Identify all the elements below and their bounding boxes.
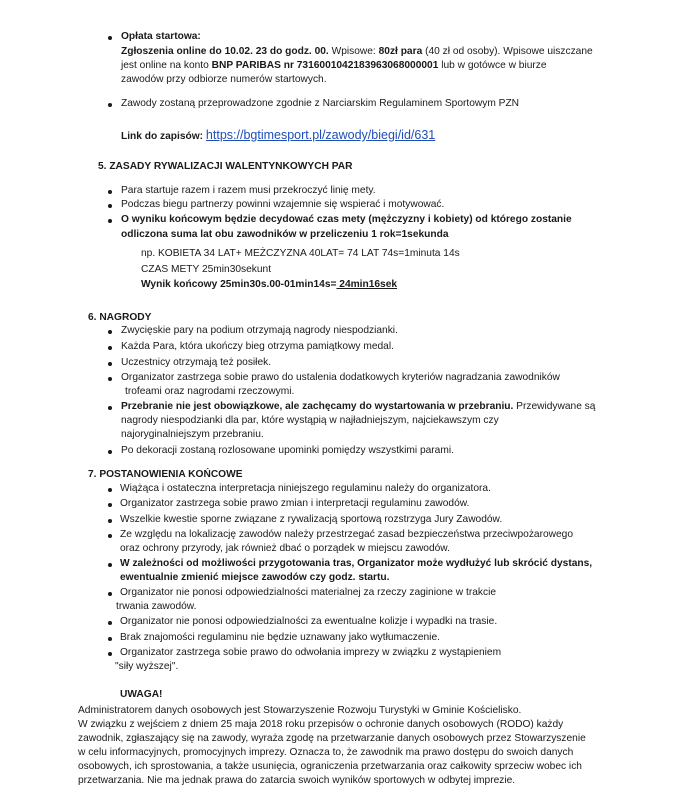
section-5-example: np. KOBIETA 34 LAT+ MEŻCZYZNA 40LAT= 74 LAT 74s=1minuta 14s xyxy=(141,248,460,259)
bullet-icon xyxy=(108,592,112,596)
notice-line: przetwarzania. Nie ma jednak prawa do zatarcia swoich wyników sportowych w odbytej imprezie. xyxy=(78,775,516,786)
bullet-icon xyxy=(108,488,112,492)
section-5-title: 5. ZASADY RYWALIZACJI WALENTYNKOWYCH PAR xyxy=(98,161,353,172)
section-6-title: 6. NAGRODY xyxy=(88,312,152,323)
section-5-item: O wyniku końcowym będzie decydować czas mety (mężczyzny i kobiety) od którego zostanie xyxy=(121,214,572,225)
costume-notice-rest: Przewidywane są xyxy=(513,401,596,412)
section-7-item: Organizator zastrzega sobie prawo zmian i interpretacji regulaminu zawodów. xyxy=(120,498,470,509)
costume-notice-line: najoryginalniejszym przebraniu. xyxy=(121,429,264,440)
section-7-item: Wiążąca i ostateczna interpretacja niniejszego regulaminu należy do organizatora. xyxy=(120,483,491,494)
bullet-icon xyxy=(108,204,112,208)
bullet-icon xyxy=(108,621,112,625)
section-5-item: Para startuje razem i razem musi przekroczyć linię mety. xyxy=(121,185,376,196)
costume-notice-bold: Przebranie nie jest obowiązkowe, ale zachęcamy do wystartowania w przebraniu. xyxy=(121,401,514,412)
section-7-item: W zależności od możliwości przygotowania tras, Organizator może wydłużyć lub skrócić dystans, xyxy=(120,558,593,569)
fee-account-number: BNP PARIBAS nr 7316001042183963068000001 xyxy=(211,60,439,71)
bullet-icon xyxy=(108,406,112,410)
fee-heading: Opłata startowa: xyxy=(121,31,201,42)
bullet-icon xyxy=(108,219,112,223)
section-7-item: ewentualnie zmienić miejsce zawodów czy godz. startu. xyxy=(120,572,390,583)
fee-line-1 xyxy=(121,46,593,57)
section-7-item: Organizator zastrzega sobie prawo do odwołania imprezy w związku z wystąpieniem xyxy=(120,647,502,658)
fee-label: Wpisowe: xyxy=(331,46,376,57)
section-7-item: oraz ochrony przyrody, jak również dbać o porządek w miejscu zawodów. xyxy=(120,543,450,554)
bullet-icon xyxy=(108,330,112,334)
notice-title: UWAGA! xyxy=(120,689,163,700)
section-7-item: "siły wyższej". xyxy=(115,661,179,672)
fee-account-rest: lub w gotówce w biurze xyxy=(441,60,547,71)
bullet-icon xyxy=(108,652,112,656)
section-5-example: CZAS METY 25min30sekunt xyxy=(141,264,272,275)
fee-deadline: Zgłoszenia online do 10.02. 23 do godz. 00. xyxy=(121,46,329,57)
section-7-item: Organizator nie ponosi odpowiedzialności materialnej za rzeczy zaginione w trakcie xyxy=(120,587,496,598)
signup-link-label: Link do zapisów: xyxy=(121,131,204,142)
bullet-icon xyxy=(108,450,112,454)
notice-line: osobowych, ich sprostowania, a także usunięcia, ograniczenia przetwarzania oraz całkowity sprzeciw wobec ich xyxy=(78,761,582,772)
fee-account-pre: jest online na konto xyxy=(121,60,209,71)
section-7-item: trwania zawodów. xyxy=(116,601,197,612)
bullet-icon xyxy=(108,36,112,40)
regs-text: Zawody zostaną przeprowadzone zgodnie z Narciarskim Regulaminem Sportowym PZN xyxy=(121,98,520,109)
costume-notice xyxy=(121,401,595,412)
notice-line: W związku z wejściem z dniem 25 maja 2018 roku przepisów o ochronie danych osobowych (RODO) każdy xyxy=(78,719,564,730)
section-6-item: Uczestnicy otrzymają też posiłek. xyxy=(121,357,272,368)
bullet-icon xyxy=(108,637,112,641)
section-7-item: Wszelkie kwestie sporne związane z rywalizacją sportową rozstrzyga Jury Zawodów. xyxy=(120,514,503,525)
bullet-icon xyxy=(108,563,112,567)
section-7-item: Brak znajomości regulaminu nie będzie uznawany jako wytłumaczenie. xyxy=(120,632,440,643)
section-5-item: Podczas biegu partnerzy powinni wzajemnie się wspierać i motywować. xyxy=(121,199,445,210)
result-calculation: Wynik końcowy 25min30s.00-01min14s= xyxy=(141,279,337,290)
section-7-title: 7. POSTANOWIENIA KOŃCOWE xyxy=(88,469,243,480)
bullet-icon xyxy=(108,346,112,350)
costume-notice-line: nagrody niespodzianki dla par, które wystąpią w najładniejszym, najciekawszym czy xyxy=(121,415,499,426)
notice-line: w celu informacyjnych, promocyjnych imprezy. Oznacza to, że zawodnik ma prawo dostępu do swoich danych xyxy=(78,747,574,758)
bullet-icon xyxy=(108,190,112,194)
bullet-icon xyxy=(108,377,112,381)
section-6-item: Organizator zastrzega sobie prawo do ustalenia dodatkowych kryteriów nagradzania zawodników xyxy=(121,372,560,383)
bullet-icon xyxy=(108,534,112,538)
section-5-result xyxy=(141,279,397,290)
notice-line: Administratorem danych osobowych jest Stowarzyszenie Rozwoju Turystyki w Gminie Kościelisko. xyxy=(78,705,522,716)
section-6-item: Po dekoracji zostaną rozlosowane upominki pomiędzy wszystkimi parami. xyxy=(121,445,454,456)
fee-note: (40 zł od osoby). Wpisowe uiszczane xyxy=(425,46,593,57)
bullet-icon xyxy=(108,519,112,523)
signup-link[interactable]: https://bgtimesport.pl/zawody/biegi/id/631 xyxy=(205,128,436,142)
fee-amount: 80zł para xyxy=(378,46,423,57)
fee-line-3: zawodów przy odbiorze numerów startowych. xyxy=(121,74,327,85)
section-5-item: odliczona suma lat obu zawodników w przeliczeniu 1 rok=1sekunda xyxy=(121,229,449,240)
section-6-item: Każda Para, która ukończy bieg otrzyma pamiątkowy medal. xyxy=(121,341,394,352)
bullet-icon xyxy=(108,103,112,107)
section-7-item: Organizator nie ponosi odpowiedzialności za ewentualne kolizje i wypadki na trasie. xyxy=(120,616,498,627)
section-6-item: trofeami oraz nagrodami rzeczowymi. xyxy=(125,386,295,397)
section-6-item: Zwycięskie pary na podium otrzymają nagrody niespodzianki. xyxy=(121,325,398,336)
bullet-icon xyxy=(108,362,112,366)
bullet-icon xyxy=(108,503,112,507)
section-7-item: Ze względu na lokalizację zawodów należy przestrzegać zasad bezpieczeństwa przeciwpożarowego xyxy=(120,529,574,540)
signup-link-row xyxy=(121,128,435,142)
result-value: 24min16sek xyxy=(336,279,398,290)
fee-line-2 xyxy=(121,60,547,71)
notice-line: zawodnik, zgłaszający się na zawody, wyraża zgodę na przetwarzanie danych osobowych przez Stowarzyszenie xyxy=(78,733,586,744)
